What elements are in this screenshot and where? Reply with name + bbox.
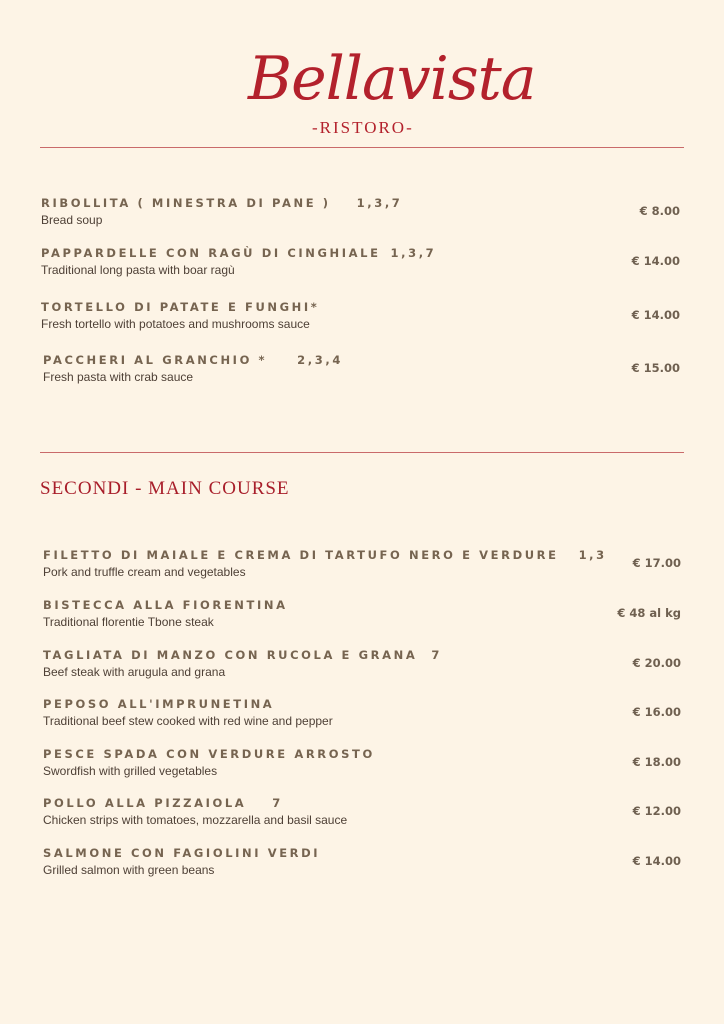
menu-item-price: € 12.00 — [632, 804, 681, 818]
menu-item — [0, 697, 724, 733]
header-divider — [40, 147, 684, 148]
menu-item-name: RIBOLLITA ( MINESTRA DI PANE ) 1,3,7 — [41, 196, 403, 210]
menu-item-name: PAPPARDELLE CON RAGÙ DI CINGHIALE 1,3,7 — [41, 246, 437, 260]
menu-item-name: TAGLIATA DI MANZO CON RUCOLA E GRANA 7 — [43, 648, 442, 662]
menu-item — [0, 196, 724, 232]
menu-item-allergens: 1,3,7 — [356, 196, 403, 210]
menu-item — [0, 246, 724, 282]
menu-item-price: € 17.00 — [632, 556, 681, 570]
menu-item-description: Traditional long pasta with boar ragù — [41, 263, 235, 277]
menu-item-name: BISTECCA ALLA FIORENTINA — [43, 598, 288, 612]
menu-item-description: Traditional beef stew cooked with red wine and pepper — [43, 714, 333, 728]
menu-item — [0, 548, 724, 584]
menu-item-price: € 14.00 — [632, 854, 681, 868]
menu-item — [0, 598, 724, 634]
menu-item-allergens: 2,3,4 — [297, 353, 343, 367]
menu-item-name: PACCHERI AL GRANCHIO * 2,3,4 — [43, 353, 343, 367]
menu-item-description: Swordfish with grilled vegetables — [43, 764, 218, 778]
menu-item-allergens: 1,3,7 — [390, 246, 437, 260]
menu-item-name: SALMONE CON FAGIOLINI VERDI — [43, 846, 321, 860]
menu-item — [0, 796, 724, 832]
menu-item-price: € 20.00 — [632, 656, 681, 670]
menu-item — [0, 300, 724, 336]
restaurant-logo — [0, 14, 724, 148]
menu-item-price: € 14.00 — [631, 308, 680, 322]
menu-item-price: € 8.00 — [639, 204, 680, 218]
menu-item-name: PEPOSO ALL'IMPRUNETINA — [43, 697, 275, 711]
menu-item-description: Pork and truffle cream and vegetables — [43, 565, 246, 579]
menu-item-allergens: 7 — [431, 648, 442, 662]
menu-item-description: Beef steak with arugula and grana — [43, 665, 226, 679]
menu-item-description: Fresh tortello with potatoes and mushrooms sauce — [41, 317, 310, 331]
menu-item-allergens: 7 — [272, 796, 283, 810]
menu-item-description: Grilled salmon with green beans — [43, 863, 215, 877]
menu-item-name: POLLO ALLA PIZZAIOLA 7 — [43, 796, 283, 810]
logo-script-name: Bellavista — [248, 44, 536, 114]
menu-item-name: FILETTO DI MAIALE E CREMA DI TARTUFO NERO E VERDURE 1,3 — [43, 548, 607, 562]
logo-subtitle: -RISTORO- — [312, 118, 414, 137]
menu-item-name: TORTELLO DI PATATE E FUNGHI* — [41, 300, 320, 314]
section-divider — [40, 452, 684, 453]
menu-item-description: Chicken strips with tomatoes, mozzarella and basil sauce — [43, 813, 348, 827]
menu-item-price: € 16.00 — [632, 705, 681, 719]
menu-item-price: € 18.00 — [632, 755, 681, 769]
menu-item — [0, 648, 724, 684]
menu-item-description: Bread soup — [41, 213, 103, 227]
menu-item-description: Traditional florentie Tbone steak — [43, 615, 214, 629]
menu-item — [0, 846, 724, 882]
menu-item-price: € 48 al kg — [617, 606, 681, 620]
menu-item-name: PESCE SPADA CON VERDURE ARROSTO — [43, 747, 375, 761]
menu-item-price: € 15.00 — [631, 361, 680, 375]
menu-item — [0, 747, 724, 783]
menu-item — [0, 353, 724, 389]
menu-item-description: Fresh pasta with crab sauce — [43, 370, 194, 384]
section-title-secondi: SECONDI - MAIN COURSE — [40, 478, 290, 499]
menu-item-allergens: 1,3 — [578, 548, 607, 562]
menu-item-price: € 14.00 — [631, 254, 680, 268]
